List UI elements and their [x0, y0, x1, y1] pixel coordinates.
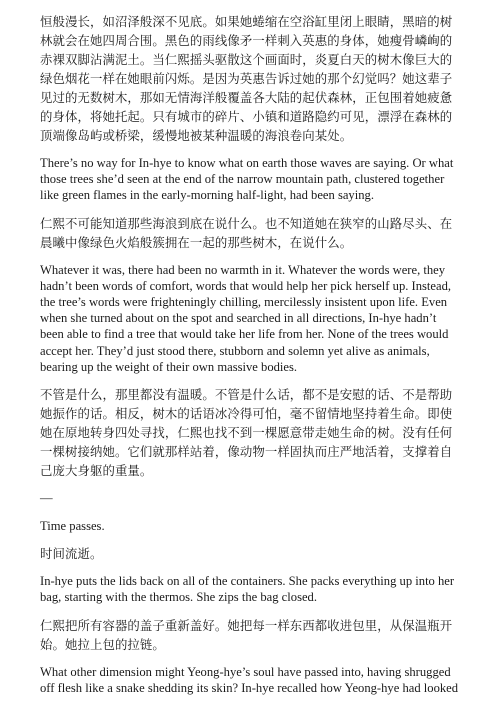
paragraph-en-2: Whatever it was, there had been no warmth in it. Whatever the words were, they hadn’t been words of comfort, words that would help her pick herself up. Instead, the tree’s words were frighteningly chilling, mercilessly insistent upon life. Even when she turned about on the spot and searched in all directions, In-hye hadn’t been able to find a tree that would take her life from her. None of the trees would accept her. They’d just stood there, stubborn and solemn yet alive as animals, bearing up the weight of their own massive bodies.	[40, 262, 452, 374]
paragraph-en-3: Time passes.	[40, 519, 105, 534]
section-divider-dash: —	[40, 491, 53, 506]
paragraph-en-1: There’s no way for In-hye to know what on earth those waves are saying. Or what those trees she’d seen at the end of the narrow mountain path, clustered together like green flames in the early-morning half-light, had been saying.	[40, 156, 454, 203]
paragraph-en-4: In-hye puts the lids back on all of the containers. She packs everything up into her bag, starting with the thermos. She zips the bag closed.	[40, 574, 455, 605]
paragraph-en-5: What other dimension might Yeong-hye’s soul have passed into, having shrugged off flesh like a snake shedding its skin? In-hye recalled how Yeong-hye had looked	[40, 664, 459, 695]
paragraph-zh-5: 仁熙把所有容器的盖子重新盖好。她把每一样东西都收进包里，从保温瓶开始。她拉上包的拉链。	[40, 617, 453, 652]
paragraph-zh-1: 恒般漫长，如沼泽般深不见底。如果她蜷缩在空浴缸里闭上眼睛，黑暗的树林就会在她四周合围。黑色的雨线像矛一样刺入英惠的身体，她瘦骨嶙峋的赤裸双脚沾满泥土。当仁熙摇头驱散这个画面时，炎夏白天的树木像巨大的绿色烟花一样在她眼前闪烁。是因为英惠告诉过她的那个幻觉吗？她这辈子见过的无数树木，那如无情海洋般覆盖各大陆的起伏森林，正包围着她疲惫的身体，将她托起。只有城市的碎片、小镇和道路隐约可见，漂浮在森林的顶端像岛屿或桥梁，缓慢地被某种温暖的海浪卷向某处。	[40, 14, 453, 143]
paragraph-zh-3: 不管是什么，那里都没有温暖。不管是什么话，都不是安慰的话、不是帮助她振作的话。相反，树木的话语冰冷得可怕，毫不留情地坚持着生命。即使她在原地转身四处寻找，仁熙也找不到一棵愿意带走她生命的树。没有任何一棵树接纳她。它们就那样站着，像动物一样固执而庄严地活着，支撑着自己庞大身躯的重量。	[40, 387, 453, 479]
paragraph-zh-2: 仁熙不可能知道那些海浪到底在说什么。也不知道她在狭窄的山路尽头、在晨曦中像绿色火焰般簇拥在一起的那些树木，在说什么。	[40, 215, 453, 250]
paragraph-zh-4: 时间流逝。	[40, 546, 103, 562]
